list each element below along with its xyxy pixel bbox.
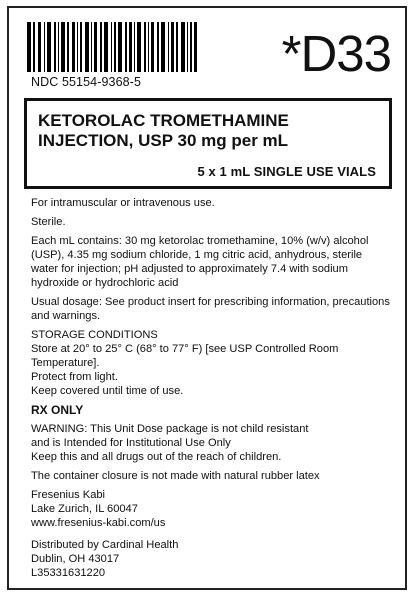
distributor-name: Distributed by Cardinal Health bbox=[31, 539, 179, 551]
composition-text: Each mL contains: 30 mg ketorolac tromethamine, 10% (w/v) alcohol (USP), 4.35 mg sodium chloride, 1 mg citric acid, anhydrous, sterile water for injection; pH adjusted to approximately 7.4 with sodium hydroxide or hydrochloric acid bbox=[31, 235, 369, 289]
ndc-code: NDC 55154-9368-5 bbox=[31, 75, 141, 89]
package-size: 5 x 1 mL SINGLE USE VIALS bbox=[197, 164, 376, 179]
manufacturer-city: Lake Zurich, IL 60047 bbox=[31, 503, 138, 515]
warning-line-3: Keep this and all drugs out of the reach of children. bbox=[31, 451, 282, 463]
protect-text: Protect from light. bbox=[31, 371, 118, 383]
barcode bbox=[27, 22, 197, 72]
dosage-text: Usual dosage: See product insert for prescribing information, precautions and warnings. bbox=[31, 296, 390, 322]
product-title-line-2: INJECTION, USP 30 mg per mL bbox=[38, 131, 289, 150]
administration-text: For intramuscular or intravenous use. bbox=[31, 197, 215, 209]
lot-code: *D33 bbox=[281, 25, 391, 82]
product-title-line-1: KETOROLAC TROMETHAMINE bbox=[38, 111, 289, 130]
rx-only: RX ONLY bbox=[31, 403, 84, 417]
product-title bbox=[38, 111, 378, 151]
drug-label bbox=[7, 6, 407, 590]
latex-statement: The container closure is not made with natural rubber latex bbox=[31, 470, 320, 482]
manufacturer-url: www.fresenius-kabi.com/us bbox=[31, 517, 166, 529]
label-text bbox=[31, 196, 391, 580]
warning-line-1: WARNING: This Unit Dose package is not child resistant bbox=[31, 423, 309, 435]
covered-text: Keep covered until time of use. bbox=[31, 385, 184, 397]
product-box bbox=[24, 98, 392, 189]
storage-heading: STORAGE CONDITIONS bbox=[31, 329, 158, 341]
distributor-city: Dublin, OH 43017 bbox=[31, 553, 120, 565]
manufacturer-name: Fresenius Kabi bbox=[31, 489, 105, 501]
warning-line-2: and is Intended for Institutional Use Only bbox=[31, 437, 231, 449]
storage-text: Store at 20° to 25° C (68° to 77° F) [see USP Controlled Room Temperature]. bbox=[31, 343, 339, 369]
item-code: L35331631220 bbox=[31, 567, 106, 579]
sterile-text: Sterile. bbox=[31, 216, 66, 228]
